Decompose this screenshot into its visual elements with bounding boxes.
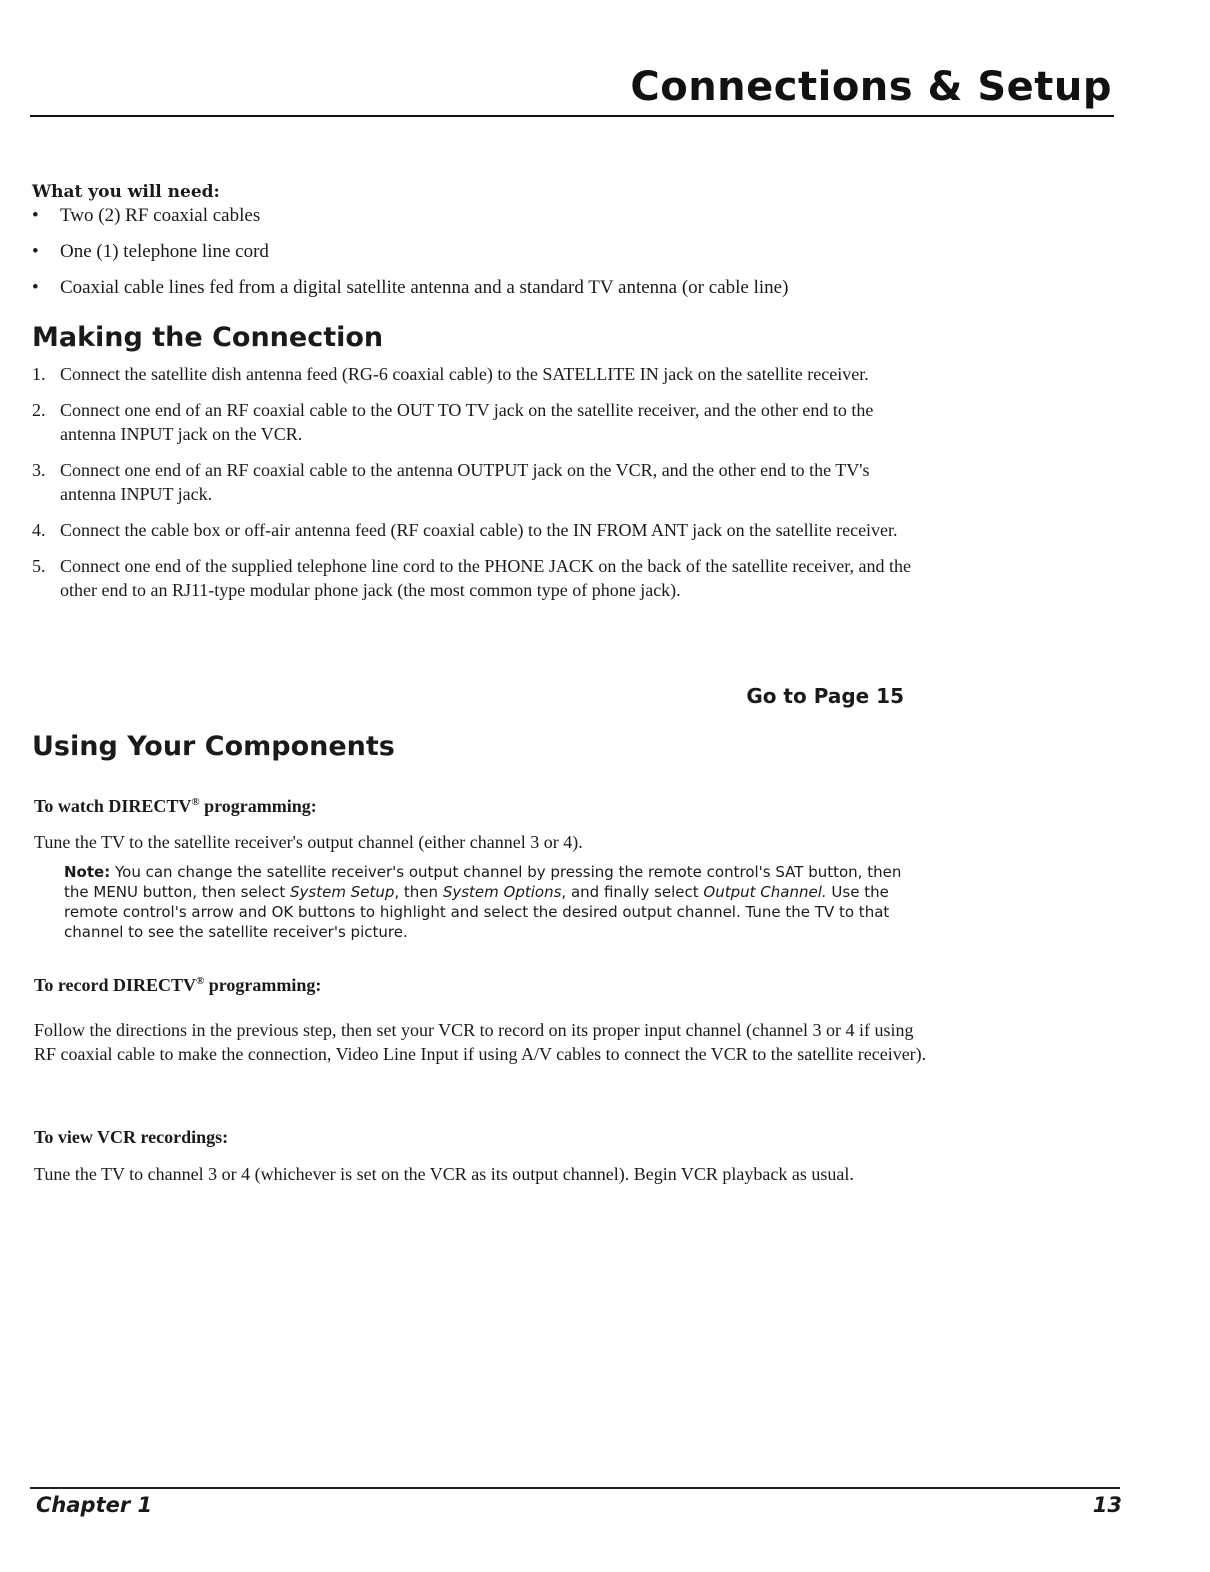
section-heading-using-components: Using Your Components: [32, 731, 395, 762]
page-number: 13: [1092, 1493, 1122, 1517]
menu-path-output-channel: Output Channel.: [703, 883, 827, 901]
footer-divider: [30, 1487, 1120, 1489]
note-paragraph: [64, 862, 924, 942]
step-number: 4.: [32, 520, 46, 540]
registered-mark: ®: [196, 975, 205, 987]
view-paragraph: Tune the TV to channel 3 or 4 (whichever is set on the VCR as its output channel). Begin VCR playback as usual.: [34, 1164, 854, 1184]
note-text: Use the remote control's arrow and OK buttons to highlight and select the desired output channel. Tune the TV to that channel to see the satellite receiver's picture.: [64, 883, 890, 941]
needs-item: • Two (2) RF coaxial cables: [32, 204, 788, 228]
step-text: Connect one end of an RF coaxial cable to the antenna OUTPUT jack on the VCR, and the other end to the TV's antenna INPUT jack.: [60, 460, 870, 504]
go-to-page-link[interactable]: Go to Page 15: [746, 684, 904, 708]
subheading-view: To view VCR recordings:: [34, 1127, 229, 1147]
step-item: [32, 362, 912, 386]
record-paragraph: Follow the directions in the previous step, then set your VCR to record on its proper input channel (channel 3 or 4 if using RF coaxial cable to make the connection, Video Line Input if using A/V cables to connect the VCR to the satellite receiver).: [34, 1020, 927, 1064]
step-number: 2.: [32, 400, 46, 420]
subheading-text: To record DIRECTV: [34, 975, 197, 995]
menu-path-system-setup: System Setup: [290, 883, 395, 901]
step-text: Connect one end of the supplied telephone line cord to the PHONE JACK on the back of the satellite receiver, and the other end to an RJ11-type modular phone jack (the most common type of phone jack).: [60, 556, 912, 600]
registered-mark: ®: [191, 796, 200, 808]
note-label: Note:: [64, 863, 111, 881]
needs-heading: What you will need:: [32, 182, 220, 202]
step-text: Connect one end of an RF coaxial cable to the OUT TO TV jack on the satellite receiver, and the other end to the antenna INPUT jack on the VCR.: [60, 400, 874, 444]
header-divider: [30, 115, 1114, 117]
step-number: 5.: [32, 556, 46, 576]
step-item: [32, 398, 912, 446]
step-text: Connect the satellite dish antenna feed (RG-6 coaxial cable) to the SATELLITE IN jack on the satellite receiver.: [60, 364, 869, 384]
subheading-text: To watch DIRECTV: [34, 796, 192, 816]
subheading-text: programming:: [199, 796, 317, 816]
step-item: [32, 518, 912, 542]
note-text: , and finally select: [561, 883, 704, 901]
needs-item: • Coaxial cable lines fed from a digital satellite antenna and a standard TV antenna (or cable line): [32, 276, 788, 300]
menu-path-system-options: System Options: [442, 883, 562, 901]
step-number: 3.: [32, 460, 46, 480]
subheading-watch: [34, 796, 317, 817]
step-item: [32, 554, 912, 602]
needs-list: [32, 204, 788, 312]
section-heading-making-connection: Making the Connection: [32, 322, 384, 353]
note-text: , then: [394, 883, 443, 901]
step-number: 1.: [32, 364, 46, 384]
connection-steps: [32, 362, 912, 614]
subheading-text: programming:: [204, 975, 322, 995]
chapter-label: Chapter 1: [36, 1493, 153, 1517]
subheading-record: [34, 975, 321, 996]
watch-paragraph: Tune the TV to the satellite receiver's output channel (either channel 3 or 4).: [34, 832, 583, 852]
step-item: [32, 458, 912, 506]
page-title: Connections & Setup: [630, 64, 1112, 110]
needs-item: • One (1) telephone line cord: [32, 240, 788, 264]
step-text: Connect the cable box or off-air antenna feed (RF coaxial cable) to the IN FROM ANT jack on the satellite receiver.: [60, 520, 898, 540]
note-text: You can change the satellite receiver's output channel by pressing the remote control's SAT button, then the MENU button, then select: [64, 863, 902, 901]
